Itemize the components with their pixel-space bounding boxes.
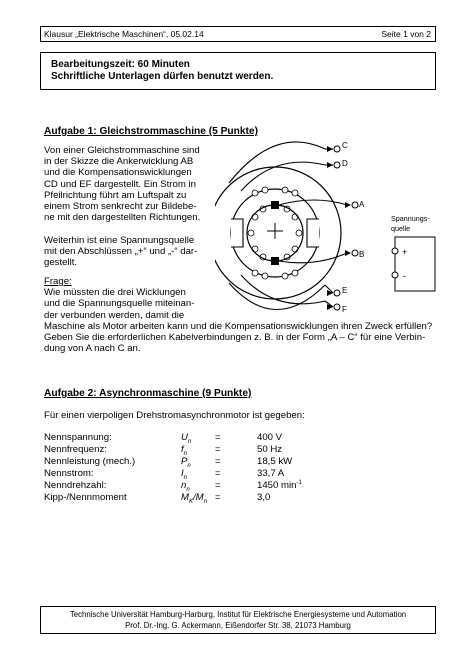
brush-top [271,201,279,209]
spec-value: 33,7 A [257,468,285,479]
allowed-materials: Schriftliche Unterlagen dürfen benutzt werden. [51,71,274,82]
terminal-b-label: B [359,250,365,259]
exam-title: Klausur „Elektrische Maschinen“, 05.02.14 [44,29,204,39]
spec-eq: = [215,432,221,443]
footer-address: Prof. Dr.-Ing. G. Ackermann, Eißendorfer Str. 38, 21073 Hamburg [125,621,351,630]
spec-symbol: $U_n$ [181,432,192,445]
spec-symbol: $M_K/M_n$ [181,492,208,505]
text-line: Von einer Gleichstrommaschine sind [44,145,200,156]
task1-paragraph1 [44,145,200,223]
text-line: gestellt. [44,257,78,269]
task1-title: Aufgabe 1: Gleichstrommaschine (5 Punkte) [44,126,258,137]
spec-label: Nennstrom: [44,468,94,479]
terminal-f-label: F [342,305,347,314]
text-line: Wie müssten die drei Wicklungen [44,287,186,299]
terminal-e-label: E [342,286,348,295]
info-box [40,52,436,90]
spec-value: 18,5 kW [257,456,293,467]
spec-eq: = [215,480,221,491]
source-minus-terminal [392,272,398,278]
source-label-2: quelle [391,224,411,233]
page-number: Seite 1 von 2 [381,29,431,39]
spec-value: 400 V [257,432,283,443]
text-line: Weiterhin ist eine Spannungsquelle [44,235,195,246]
current-arrows [327,146,351,310]
spec-eq: = [215,444,221,455]
question-label: Frage: [44,276,72,287]
spec-value: 50 Hz [257,444,283,455]
source-minus-sign: - [403,271,406,281]
spec-label: Nennleistung (mech.) [44,456,136,467]
brush-bottom [271,257,279,265]
text-line: einem Strom senkrecht zur Bildebe- [44,201,197,213]
terminal-a-label: A [359,200,365,209]
text-line: dung von A nach C an. [44,343,141,355]
spec-label: Nenndrehzahl: [44,480,107,491]
source-plus-sign: + [402,247,408,257]
text-line: mit den Abschlüssen „+“ und „-“ dar- [44,246,198,258]
text-line: in der Skizze die Ankerwicklung AB [44,156,194,168]
winding-wires [229,142,347,310]
text-line: Geben Sie die erforderlichen Kabelverbindungen z. B. in der Form „A – C“ für eine Verbin- [44,332,426,344]
terminal-d-label: D [342,159,348,168]
terminal-c-label: C [342,141,348,150]
spec-symbol: $n_n$ [181,480,190,493]
spec-label: Nennfrequenz: [44,444,107,455]
dc-machine-diagram [215,135,455,317]
spec-label: Kipp-/Nennmoment [44,492,127,503]
spec-symbol: $f_n$ [181,444,188,457]
page-footer [40,606,436,634]
task2-title: Aufgabe 2: Asynchronmaschine (9 Punkte) [44,388,252,399]
pole-right [307,219,319,247]
task2-intro: Für einen vierpoligen Drehstromasynchronmotor ist gegeben: [44,410,305,421]
spec-eq: = [215,468,221,479]
voltage-source-box [395,237,435,291]
source-label-1: Spannungs- [391,214,430,223]
pole-left [231,219,243,247]
spec-eq: = [215,492,221,503]
spec-symbol: $I_n$ [181,468,188,481]
task1-paragraph2 [44,235,197,269]
text-line: und die Spannungsquelle miteinan- [44,298,195,310]
spec-value: 3,0 [257,492,271,503]
spec-eq: = [215,456,221,467]
page-header [40,26,436,42]
text-line: CD und EF dargestellt. Ein Strom in [44,178,196,190]
spec-value: 1450 $\min^{-1}$ [257,480,302,492]
text-line: Pfeilrichtung führt am Luftspalt zu [44,189,187,201]
text-line: ne mit den dargestellten Richtungen. [44,212,201,224]
spec-label: Nennspannung: [44,432,112,443]
working-time: Bearbeitungszeit: 60 Minuten [51,59,190,70]
spec-symbol: $P_n$ [181,456,191,469]
text-line: der verbunden werden, damit die [44,309,185,321]
footer-institute: Technische Universität Hamburg-Harburg, Institut für Elektrische Energiesysteme und Automation [69,610,407,619]
source-plus-terminal [392,248,398,254]
text-line: Maschine als Motor arbeiten kann und die Kompensationswicklungen ihren Zweck erfüllen? [44,320,433,332]
text-line: und die Kompensationswicklungen [44,167,192,179]
